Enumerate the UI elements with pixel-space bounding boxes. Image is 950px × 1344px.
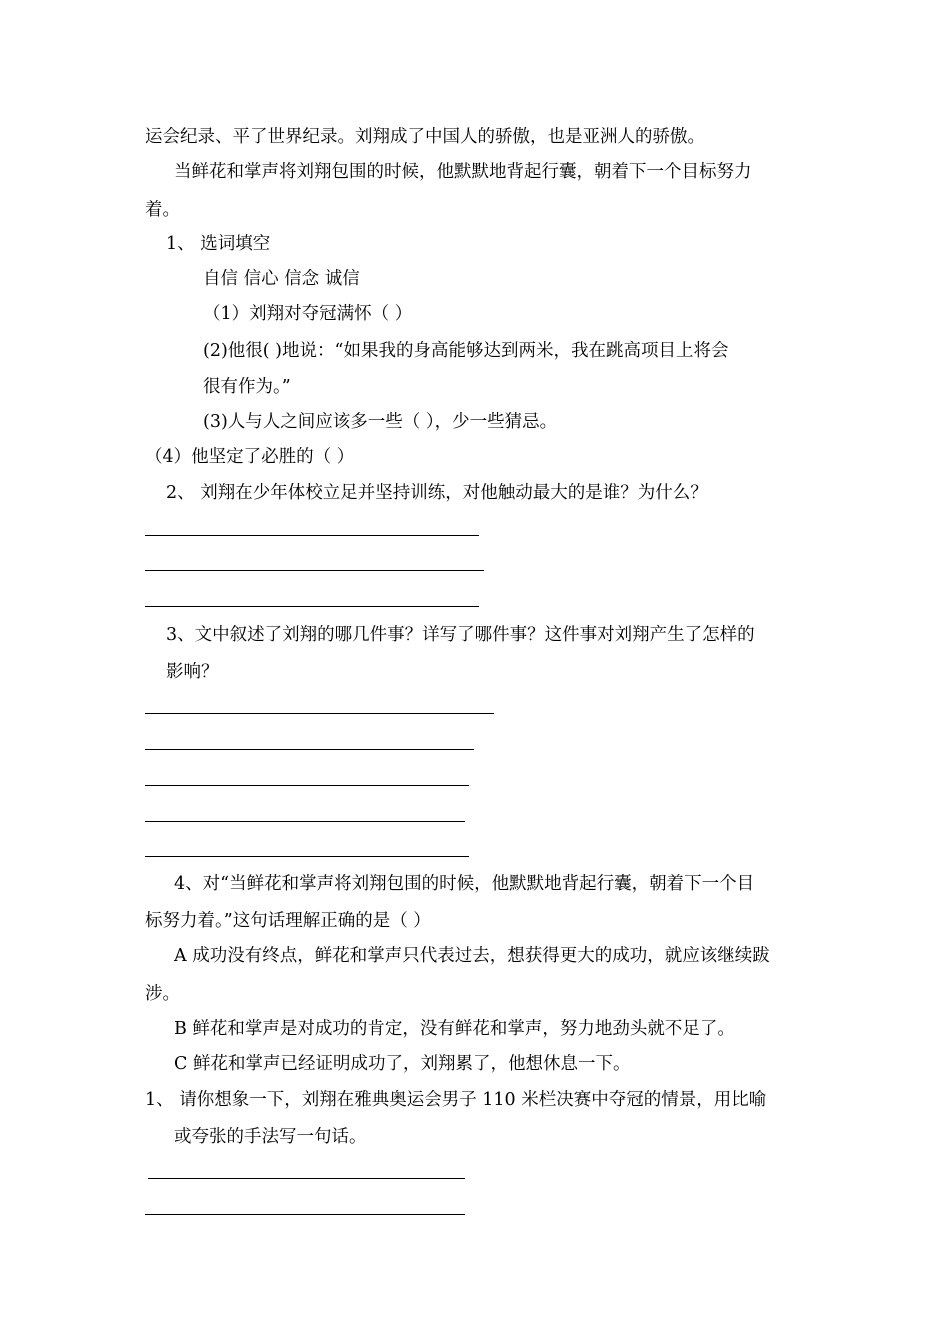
q3-text-line-1: 3、文中叙述了刘翔的哪几件事？详写了哪件事？这件事对刘翔产生了怎样的 [166,625,755,645]
q1-word-options: 自信 信心 信念 诚信 [203,269,360,289]
answer-line[interactable] [145,713,494,714]
passage-line-1: 运会纪录、平了世界纪录。刘翔成了中国人的骄傲，也是亚洲人的骄傲。 [145,127,705,147]
q1-item-3: (3)人与人之间应该多一些（ ），少一些猜忌。 [203,412,558,432]
q1-heading: 1、 选词填空 [166,234,271,254]
answer-line[interactable] [148,1178,465,1179]
answer-line[interactable] [145,856,469,857]
q2-text: 2、 刘翔在少年体校立足并坚持训练，对他触动最大的是谁？为什么？ [166,483,708,503]
q1-item-2-line-2: 很有作为。” [203,377,291,397]
q5-text-line-1: 1、 请你想象一下，刘翔在雅典奥运会男子 110 米栏决赛中夺冠的情景，用比喻 [145,1090,767,1110]
passage-line-2: 当鲜花和掌声将刘翔包围的时候，他默默地背起行囊，朝着下一个目标努力 [174,162,752,182]
answer-line[interactable] [145,570,484,571]
answer-line[interactable] [145,1214,465,1215]
answer-line[interactable] [145,785,469,786]
answer-line[interactable] [145,821,465,822]
q4-option-a-line-1: A 成功没有终点，鲜花和掌声只代表过去，想获得更大的成功，就应该继续跋 [174,946,770,966]
answer-line[interactable] [145,535,479,536]
answer-line[interactable] [145,606,479,607]
q3-text-line-2: 影响？ [166,662,219,682]
q5-text-line-2: 或夸张的手法写一句话。 [174,1127,367,1147]
q4-text-line-1: 4、对“当鲜花和掌声将刘翔包围的时候，他默默地背起行囊，朝着下一个目 [174,874,755,894]
q4-option-b: B 鲜花和掌声是对成功的肯定，没有鲜花和掌声，努力地劲头就不足了。 [174,1019,735,1039]
passage-line-3: 着。 [145,200,180,220]
q4-text-line-2: 标努力着。”这句话理解正确的是（ ） [145,911,431,931]
q1-item-2-line-1: (2)他很( )地说：“如果我的身高能够达到两米，我在跳高项目上将会 [203,341,729,361]
q4-option-a-line-2: 涉。 [145,984,180,1004]
q1-item-1: （1）刘翔对夺冠满怀（ ） [203,304,413,324]
answer-line[interactable] [145,749,474,750]
q1-item-4: （4）他坚定了必胜的（ ） [145,447,355,467]
q4-option-c: C 鲜花和掌声已经证明成功了，刘翔累了，他想休息一下。 [174,1054,631,1074]
